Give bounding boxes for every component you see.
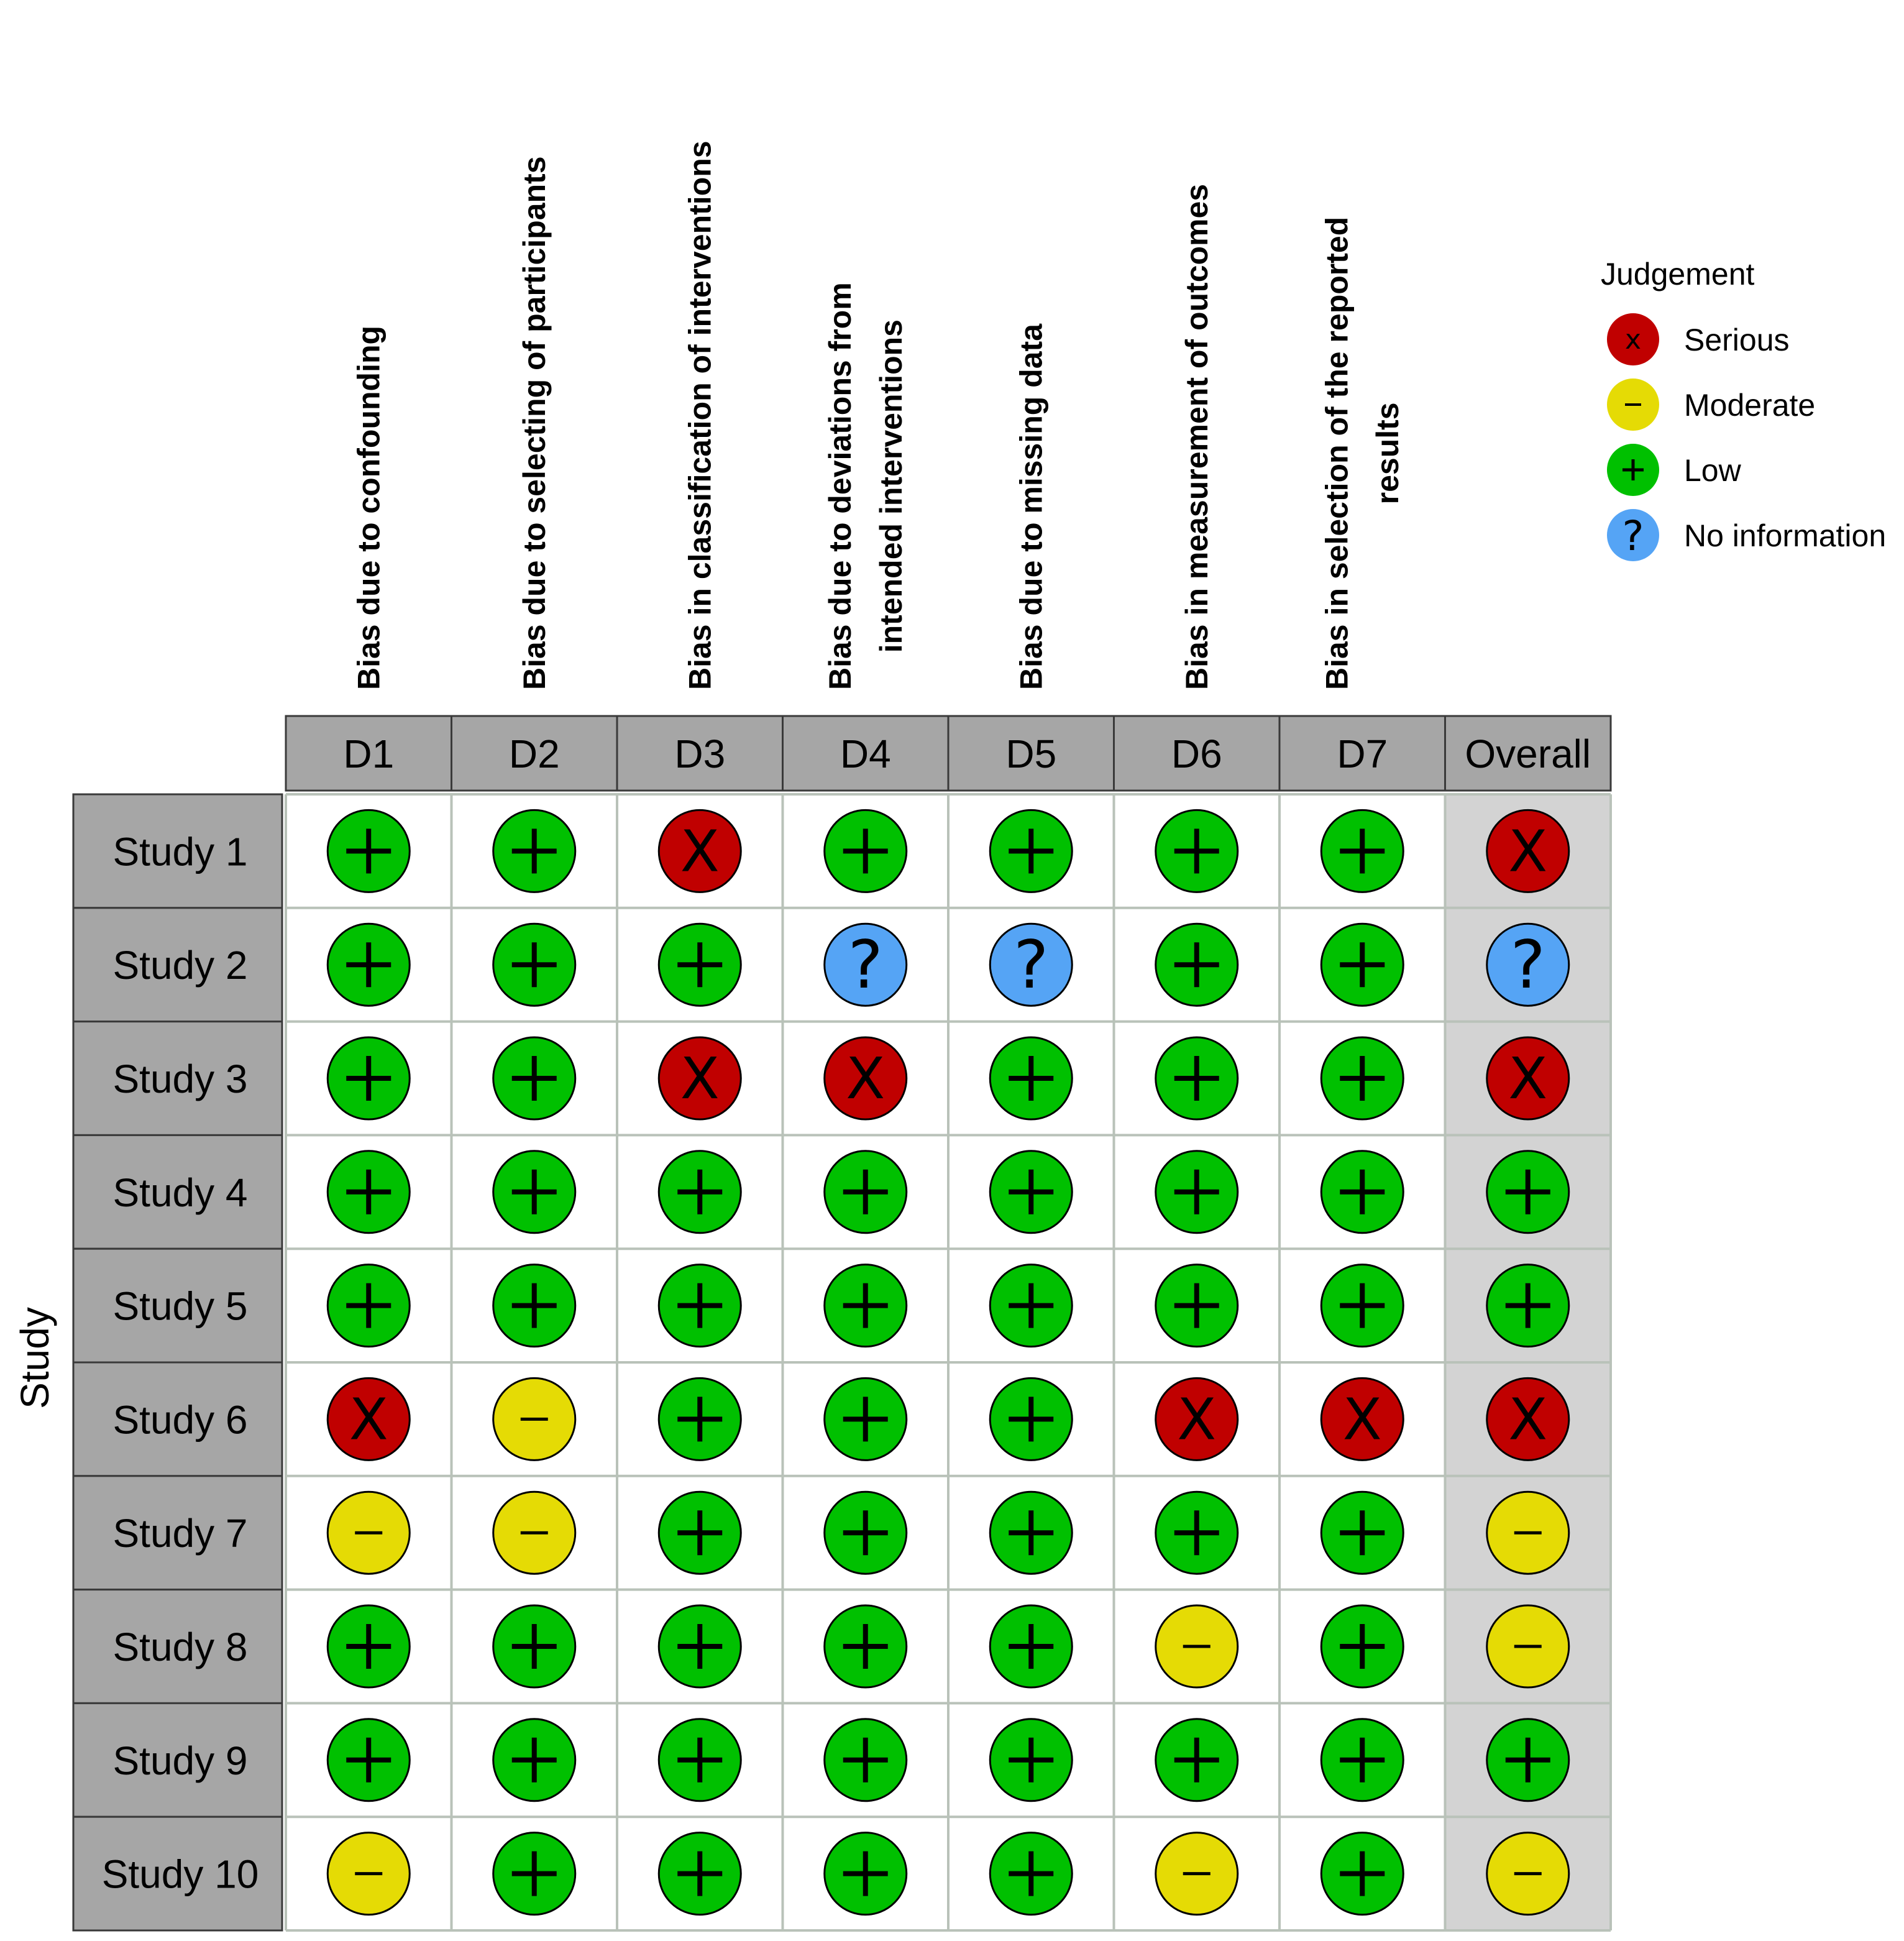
x-icon: X: [1508, 1045, 1548, 1112]
x-icon: X: [1508, 1386, 1548, 1453]
legend-item: [1608, 444, 1742, 495]
judgement-mark: [1487, 1265, 1569, 1347]
x-icon: X: [1177, 1386, 1217, 1453]
domain-description-d2: [517, 157, 552, 691]
domain-description-line: Bias due to missing data: [1014, 323, 1049, 690]
judgement-mark: [825, 1151, 907, 1233]
judgement-mark: [1487, 1151, 1569, 1233]
judgement-mark: [1487, 924, 1569, 1006]
domain-description-line: Bias due to selecting of participants: [516, 156, 552, 690]
judgement-mark: [327, 1151, 410, 1233]
judgement-mark: [1156, 1492, 1238, 1574]
x-icon: X: [1508, 818, 1548, 885]
study-label: Study 9: [112, 1738, 248, 1783]
judgement-mark: [1156, 810, 1238, 892]
judgement-mark: [327, 1378, 410, 1460]
judgement-mark: [1487, 1719, 1569, 1801]
judgement-mark: [1321, 1719, 1403, 1801]
judgement-mark: [493, 1719, 575, 1801]
domain-description-d3: [682, 140, 717, 690]
domain-description-line: Bias due to deviations from: [822, 282, 858, 690]
column-label: D4: [840, 732, 891, 776]
study-label: Study 2: [112, 943, 248, 988]
domain-description-d5: [1014, 323, 1048, 690]
x-icon: x: [1624, 324, 1642, 356]
judgement-mark: [1487, 1378, 1569, 1460]
judgement-mark: [825, 810, 907, 892]
judgement-mark: [1156, 1605, 1238, 1687]
judgement-mark: [493, 810, 575, 892]
study-label: Study 10: [101, 1852, 259, 1897]
judgement-mark: [659, 1492, 741, 1574]
study-label: Study 3: [112, 1057, 248, 1101]
judgement-mark: [327, 924, 410, 1006]
judgement-mark: [327, 1833, 410, 1915]
judgement-mark: [990, 810, 1072, 892]
domain-description-d4: [823, 282, 909, 690]
judgement-mark: [493, 1605, 575, 1687]
legend-label: Low: [1684, 453, 1741, 488]
y-axis-label: Study: [12, 1307, 57, 1409]
study-label: Study 1: [112, 829, 248, 874]
judgement-mark: [1487, 1492, 1569, 1574]
judgement-mark: [1487, 1037, 1569, 1119]
domain-description-line: results: [1370, 402, 1406, 505]
judgement-mark: [659, 924, 741, 1006]
judgement-mark: [990, 924, 1072, 1006]
judgement-mark: [1321, 810, 1403, 892]
judgement-mark: [659, 1605, 741, 1687]
legend-item: [1608, 314, 1790, 365]
study-label: Study 8: [112, 1625, 248, 1669]
judgement-mark: [1321, 1833, 1403, 1915]
judgement-mark: [990, 1378, 1072, 1460]
judgement-mark: [1487, 1833, 1569, 1915]
judgement-mark: [990, 1492, 1072, 1574]
column-label: D1: [343, 732, 395, 776]
x-icon: X: [846, 1045, 886, 1112]
x-icon: X: [680, 818, 720, 885]
judgement-mark: [1321, 1037, 1403, 1119]
judgement-mark: [493, 1833, 575, 1915]
judgement-mark: [1156, 1378, 1238, 1460]
judgement-mark: [825, 1378, 907, 1460]
judgement-mark: [1156, 924, 1238, 1006]
column-label: D5: [1005, 732, 1057, 776]
study-label: Study 5: [112, 1283, 248, 1329]
judgement-mark: [493, 924, 575, 1006]
domain-description-d7: [1319, 217, 1405, 690]
judgement-mark: [1321, 924, 1403, 1006]
question-icon: ?: [1622, 512, 1644, 560]
x-icon: X: [349, 1386, 388, 1453]
judgement-mark: [493, 1037, 575, 1119]
judgement-mark: [327, 1037, 410, 1119]
judgement-mark: [990, 1265, 1072, 1347]
judgement-mark: [825, 924, 907, 1006]
judgement-mark: [659, 1378, 741, 1460]
column-label: D2: [508, 732, 560, 776]
question-icon: ?: [1510, 927, 1545, 1004]
legend-label: Serious: [1684, 323, 1790, 357]
column-label: D3: [674, 732, 726, 776]
judgement-mark: [990, 1605, 1072, 1687]
judgement-mark: [493, 1151, 575, 1233]
domain-description-line: Bias in measurement of outcomes: [1179, 183, 1214, 690]
domain-description-line: Bias due to confounding: [351, 325, 387, 690]
judgement-mark: [825, 1265, 907, 1347]
judgement-mark: [1156, 1037, 1238, 1119]
judgement-mark: [990, 1833, 1072, 1915]
question-icon: ?: [848, 927, 883, 1004]
judgement-mark: [493, 1492, 575, 1574]
judgement-mark: [990, 1719, 1072, 1801]
judgement-mark: [659, 1833, 741, 1915]
judgement-mark: [659, 1719, 741, 1801]
column-label: Overall: [1465, 732, 1591, 776]
x-icon: X: [680, 1045, 720, 1112]
legend: [1601, 257, 1886, 561]
judgement-mark: [1321, 1265, 1403, 1347]
judgement-mark: [1321, 1151, 1403, 1233]
judgement-mark: [1487, 1605, 1569, 1687]
legend-item: [1608, 379, 1815, 430]
judgement-mark: [1321, 1378, 1403, 1460]
judgement-mark: [825, 1037, 907, 1119]
judgement-mark: [327, 1492, 410, 1574]
judgement-mark: [659, 1151, 741, 1233]
question-icon: ?: [1014, 927, 1049, 1004]
domain-description-d6: [1179, 184, 1214, 690]
judgement-mark: [990, 1151, 1072, 1233]
study-label: Study 6: [112, 1397, 248, 1443]
judgement-mark: [327, 1265, 410, 1347]
judgement-mark: [659, 810, 741, 892]
judgement-mark: [493, 1265, 575, 1347]
judgement-mark: [493, 1378, 575, 1460]
judgement-mark: [1321, 1492, 1403, 1574]
judgement-mark: [990, 1037, 1072, 1119]
x-icon: X: [1342, 1386, 1382, 1453]
judgement-mark: [825, 1605, 907, 1687]
study-label: Study 7: [112, 1511, 248, 1556]
legend-item: [1608, 510, 1886, 561]
judgement-mark: [825, 1833, 907, 1915]
column-label: D6: [1171, 732, 1222, 776]
judgement-mark: [825, 1492, 907, 1574]
study-label: Study 4: [112, 1170, 248, 1215]
judgement-mark: [327, 1719, 410, 1801]
legend-label: No information: [1684, 518, 1887, 553]
domain-description-d1: [351, 326, 386, 690]
legend-label: Moderate: [1684, 388, 1816, 423]
judgement-mark: [825, 1719, 907, 1801]
judgement-mark: [327, 810, 410, 892]
domain-description-line: Bias in classification of interventions: [682, 140, 718, 690]
judgement-mark: [659, 1265, 741, 1347]
judgement-mark: [659, 1037, 741, 1119]
domain-description-line: Bias in selection of the reported: [1319, 216, 1355, 690]
judgement-mark: [1156, 1719, 1238, 1801]
judgement-mark: [327, 1605, 410, 1687]
judgement-mark: [1156, 1265, 1238, 1347]
judgement-mark: [1156, 1833, 1238, 1915]
legend-title: Judgement: [1601, 257, 1755, 291]
judgement-mark: [1156, 1151, 1238, 1233]
judgement-mark: [1321, 1605, 1403, 1687]
judgement-mark: [1487, 810, 1569, 892]
domain-description-line: intended interventions: [873, 319, 909, 653]
column-label: D7: [1337, 732, 1388, 776]
